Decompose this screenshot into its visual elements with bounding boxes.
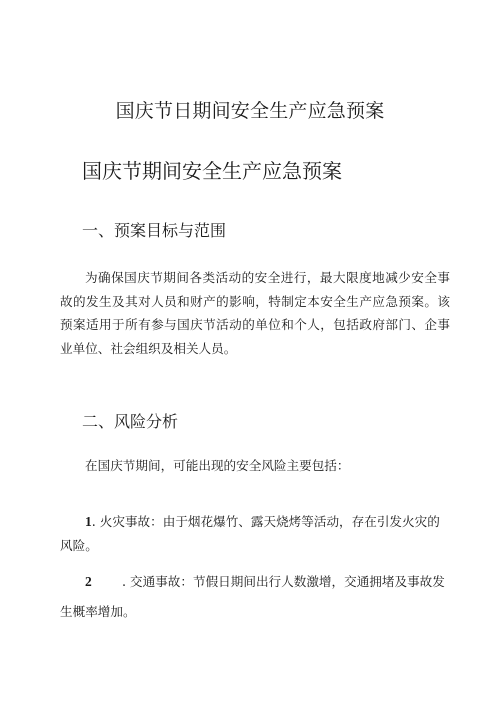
list-item-text: . 交通事故：节假日期间出行人数激增，交通拥堵及事故发生概率增加。 xyxy=(60,574,445,619)
document-title: 国庆节日期间安全生产应急预案 xyxy=(115,100,385,122)
list-item-number: 1 xyxy=(85,514,92,529)
list-item-text: . 火灾事故：由于烟花爆竹、露天烧烤等活动，存在引发火灾的风险。 xyxy=(60,514,440,553)
list-item xyxy=(60,567,450,627)
document-subtitle: 国庆节期间安全生产应急预案 xyxy=(82,159,342,183)
section-heading-goals: 一、预案目标与范围 xyxy=(82,221,227,240)
list-item xyxy=(60,510,450,557)
list-item-number: 2 xyxy=(85,574,92,589)
section-paragraph-risk: 在国庆节期间，可能出现的安全风险主要包括： xyxy=(85,458,350,473)
section-heading-risk: 二、风险分析 xyxy=(82,412,179,431)
section-paragraph-goals: 为确保国庆节期间各类活动的安全进行，最大限度地减少安全事故的发生及其对人员和财产的影响，特制定本安全生产应急预案。该预案适用于所有参与国庆节活动的单位和个人，包括政府部门、企事业单位、社会组织及相关人员。 xyxy=(60,270,450,356)
